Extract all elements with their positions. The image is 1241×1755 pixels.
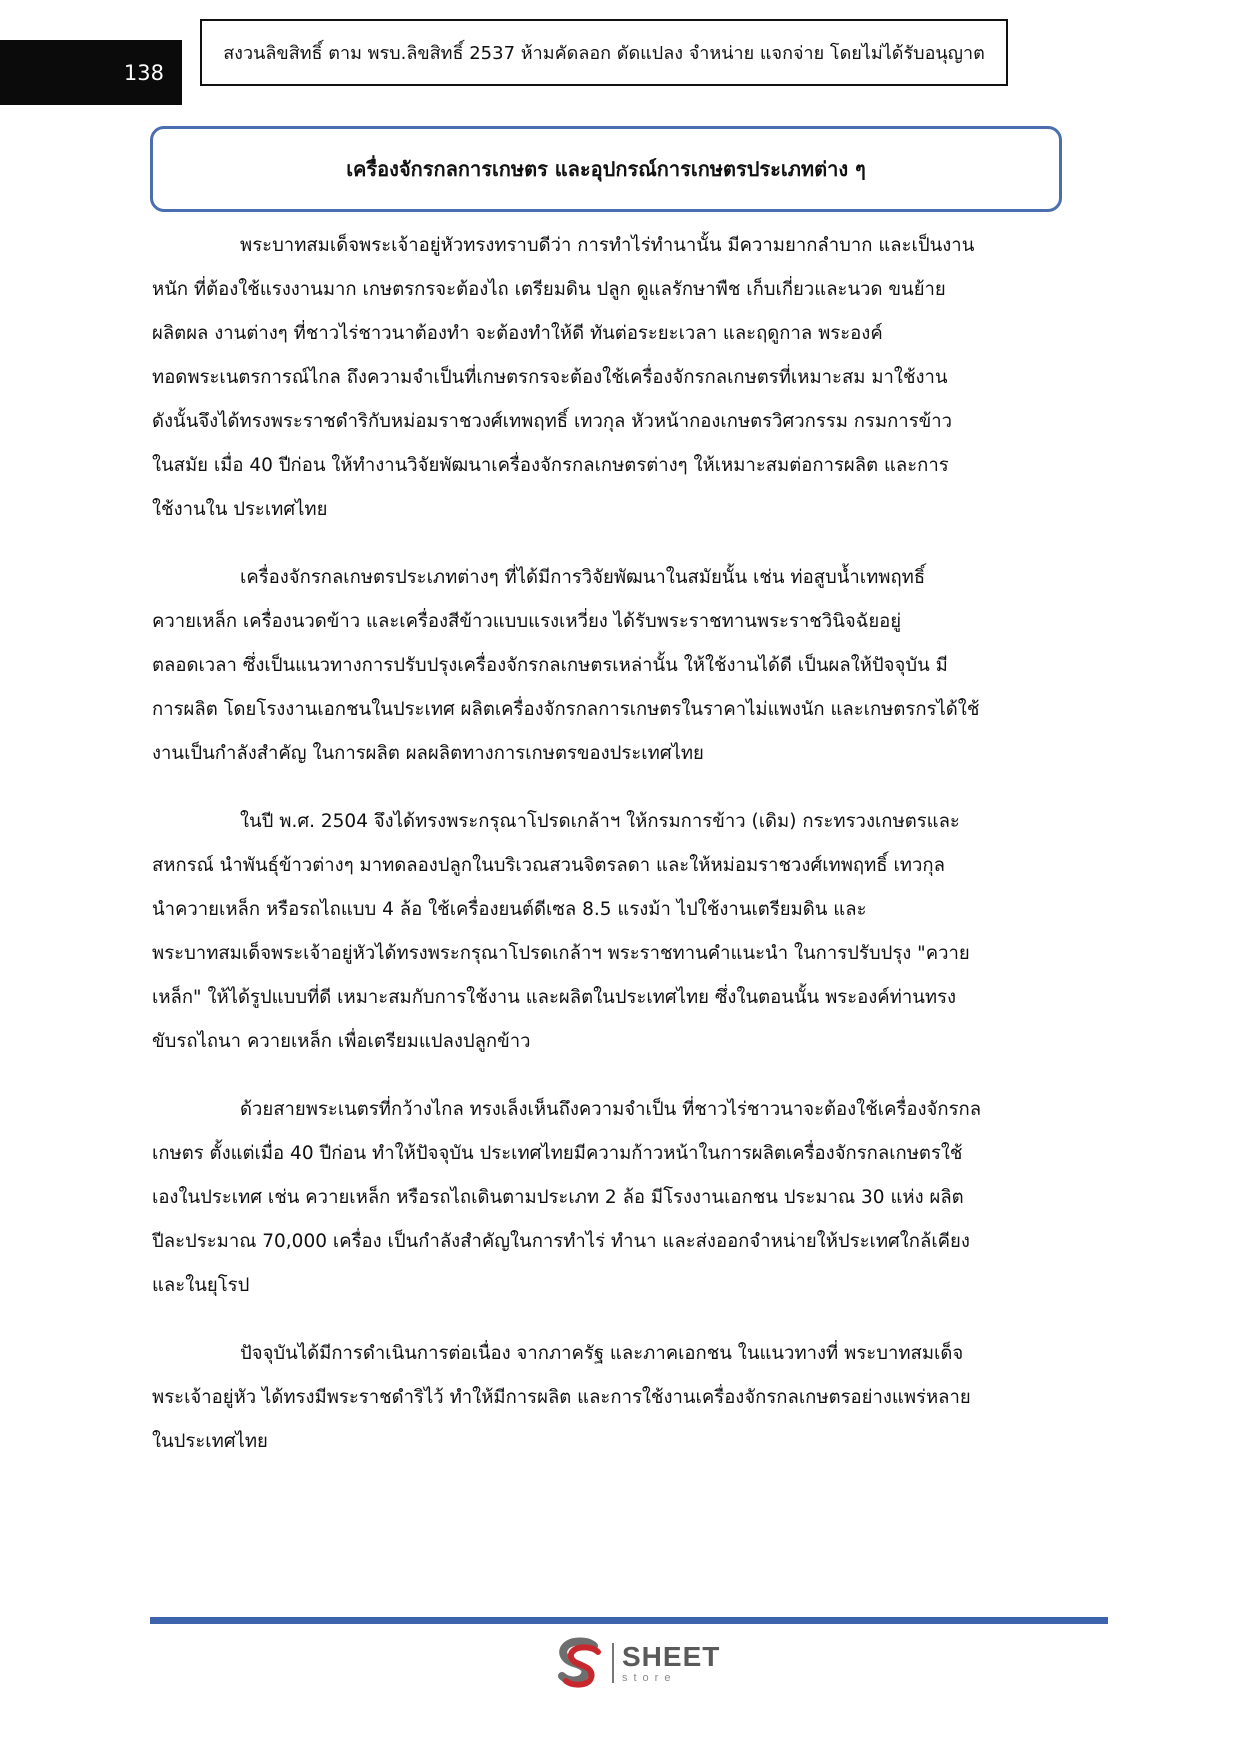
paragraph-5 (152, 1332, 1062, 1464)
paragraph-line: การผลิต โดยโรงงานเอกชนในประเทศ ผลิตเครื่องจักรกลการเกษตรในราคาไม่แพงนัก และเกษตรกรได้ใช้ (152, 699, 980, 720)
section-title: เครื่องจักรกลการเกษตร และอุปกรณ์การเกษตรประเภทต่าง ๆ (346, 157, 866, 181)
copyright-header (200, 19, 1008, 86)
paragraph-line: ควายเหล็ก เครื่องนวดข้าว และเครื่องสีข้าวแบบแรงเหวี่ยง ได้รับพระราชทานพระราชวินิจฉัยอยู่ (152, 611, 902, 632)
paragraph-line: พระเจ้าอยู่หัว ได้ทรงมีพระราชดำริไว้ ทำให้มีการผลิต และการใช้งานเครื่องจักรกลเกษตรอย่างแพร่หลาย (152, 1387, 971, 1408)
logo-divider (612, 1643, 614, 1683)
paragraph-line: เครื่องจักรกลเกษตรประเภทต่างๆ ที่ได้มีการวิจัยพัฒนาในสมัยนั้น เช่น ท่อสูบน้ำเทพฤทธิ์ (240, 567, 926, 588)
paragraph-line: เหล็ก" ให้ได้รูปแบบที่ดี เหมาะสมกับการใช้งาน และผลิตในประเทศไทย ซึ่งในตอนนั้น พระองค์ท่านทรง (152, 987, 957, 1008)
paragraph-line: ปัจจุบันได้มีการดำเนินการต่อเนื่อง จากภาครัฐ และภาคเอกชน ในแนวทางที่ พระบาทสมเด็จ (240, 1343, 964, 1364)
paragraph-line: ปีละประมาณ 70,000 เครื่อง เป็นกำลังสำคัญในการทำไร่ ทำนา และส่งออกจำหน่ายให้ประเทศใกล้เคียง (152, 1231, 970, 1252)
paragraph-line: สหกรณ์ นำพันธุ์ข้าวต่างๆ มาทดลองปลูกในบริเวณสวนจิตรลดา และให้หม่อมราชวงศ์เทพฤทธิ์ เทวกุล (152, 855, 945, 876)
paragraph-1 (152, 224, 1062, 532)
paragraph-line: เองในประเทศ เช่น ควายเหล็ก หรือรถไถเดินตามประเภท 2 ล้อ มีโรงงานเอกชน ประมาณ 30 แห่ง ผลิต (152, 1187, 964, 1208)
paragraph-line: ดังนั้นจึงได้ทรงพระราชดำริกับหม่อมราชวงศ์เทพฤทธิ์ เทวกุล หัวหน้ากองเกษตรวิศวกรรม กรมการข้าว (152, 411, 953, 432)
paragraph-line: ใช้งานใน ประเทศไทย (152, 499, 328, 520)
paragraph-line: พระบาทสมเด็จพระเจ้าอยู่หัวได้ทรงพระกรุณาโปรดเกล้าฯ พระราชทานคำแนะนำ ในการปรับปรุง "ควาย (152, 943, 970, 964)
paragraph-line: ด้วยสายพระเนตรที่กว้างไกล ทรงเล็งเห็นถึงความจำเป็น ที่ชาวไร่ชาวนาจะต้องใช้เครื่องจักรกล (240, 1099, 982, 1120)
section-title-box (150, 126, 1062, 212)
footer-rule (150, 1617, 1108, 1624)
paragraph-line: พระบาทสมเด็จพระเจ้าอยู่หัวทรงทราบดีว่า การทำไร่ทำนานั้น มีความยากลำบาก และเป็นงาน (240, 235, 975, 256)
logo-text (622, 1640, 721, 1684)
logo-word: SHEET (622, 1640, 721, 1672)
body-text (152, 224, 1062, 1488)
paragraph-4 (152, 1088, 1062, 1308)
sheet-store-s-logo-icon (554, 1636, 606, 1690)
page-number-badge (0, 40, 182, 105)
logo-subword: store (622, 1671, 677, 1684)
paragraph-line: และในยุโรป (152, 1275, 250, 1296)
paragraph-line: นำควายเหล็ก หรือรถไถแบบ 4 ล้อ ใช้เครื่องยนต์ดีเซล 8.5 แรงม้า ไปใช้งานเตรียมดิน และ (152, 899, 867, 920)
paragraph-3 (152, 800, 1062, 1064)
paragraph-line: ขับรถไถนา ควายเหล็ก เพื่อเตรียมแปลงปลูกข้าว (152, 1031, 531, 1052)
paragraph-line: ในประเทศไทย (152, 1431, 268, 1452)
paragraph-line: ผลิตผล งานต่างๆ ที่ชาวไร่ชาวนาต้องทำ จะต้องทำให้ดี ทันต่อระยะเวลา และฤดูกาล พระองค์ (152, 323, 883, 344)
paragraph-line: เกษตร ตั้งแต่เมื่อ 40 ปีก่อน ทำให้ปัจจุบัน ประเทศไทยมีความก้าวหน้าในการผลิตเครื่องจักรกลเกษตรใช้ (152, 1143, 963, 1164)
paragraph-line: ทอดพระเนตรการณ์ไกล ถึงความจำเป็นที่เกษตรกรจะต้องใช้เครื่องจักรกลเกษตรที่เหมาะสม มาใช้งาน (152, 367, 948, 388)
sheet-store-logo (554, 1635, 734, 1691)
paragraph-line: ในสมัย เมื่อ 40 ปีก่อน ให้ทำงานวิจัยพัฒนาเครื่องจักรกลเกษตรต่างๆ ให้เหมาะสมต่อการผลิต และการ (152, 455, 949, 476)
paragraph-line: งานเป็นกำลังสำคัญ ในการผลิต ผลผลิตทางการเกษตรของประเทศไทย (152, 743, 704, 764)
page-number: 138 (123, 60, 164, 85)
paragraph-line: หนัก ที่ต้องใช้แรงงานมาก เกษตรกรจะต้องไถ เตรียมดิน ปลูก ดูแลรักษาพืช เก็บเกี่ยวและนวด ขนย้าย (152, 279, 946, 300)
paragraph-line: ในปี พ.ศ. 2504 จึงได้ทรงพระกรุณาโปรดเกล้าฯ ให้กรมการข้าว (เดิม) กระทรวงเกษตรและ (240, 811, 960, 832)
paragraph-line: ตลอดเวลา ซึ่งเป็นแนวทางการปรับปรุงเครื่องจักรกลเกษตรเหล่านั้น ให้ใช้งานได้ดี เป็นผลให้ปัจจุบัน มี (152, 655, 948, 676)
copyright-text: สงวนลิขสิทธิ์ ตาม พรบ.ลิขสิทธิ์ 2537 ห้ามคัดลอก ดัดแปลง จำหน่าย แจกจ่าย โดยไม่ได้รับอนุญาต (223, 43, 985, 64)
paragraph-2 (152, 556, 1062, 776)
